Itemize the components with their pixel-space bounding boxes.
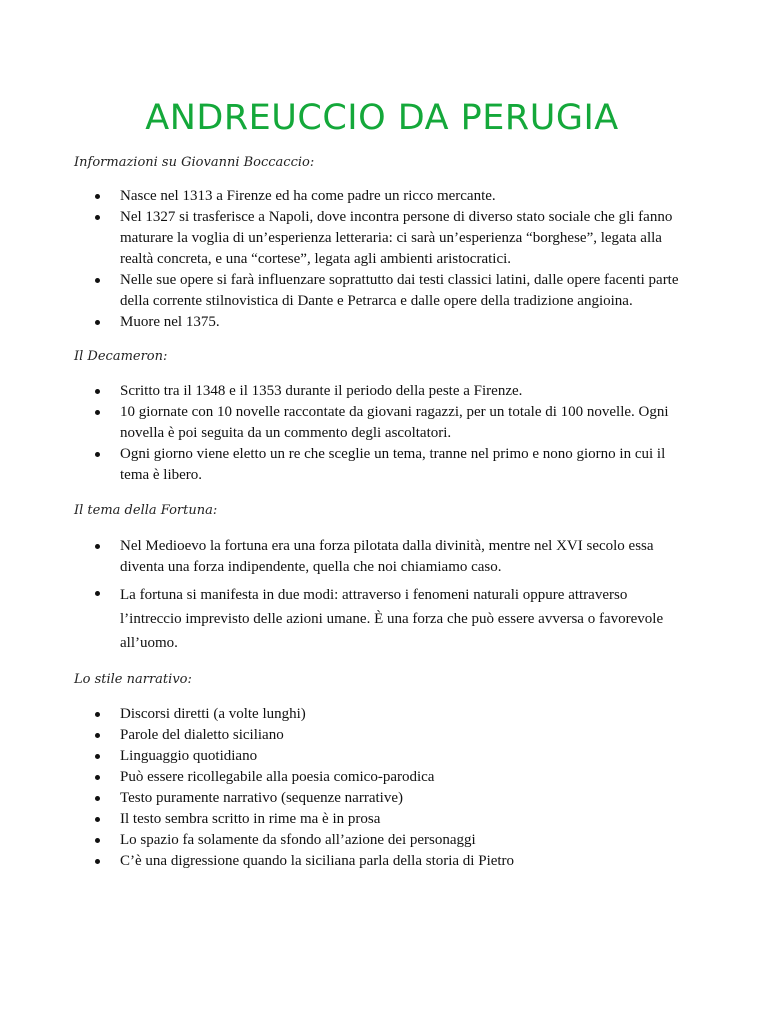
bullet-list-fortuna <box>74 536 690 655</box>
list-item: Nel Medioevo la fortuna era una forza pilotata dalla divinità, mentre nel XVI secolo essa diventa una forza indipendente, quella che noi chiamiamo caso. <box>120 536 690 578</box>
list-item: 10 giornate con 10 novelle raccontate da giovani ragazzi, per un totale di 100 novelle. Ogni novella è poi seguita da un commento degli ascoltatori. <box>120 402 690 444</box>
section-heading-boccaccio: Informazioni su Giovanni Boccaccio: <box>74 155 315 170</box>
list-item: La fortuna si manifesta in due modi: attraverso i fenomeni naturali oppure attraverso l’intreccio imprevisto delle azioni umane. È una forza che può essere avversa o favorevole all’uomo. <box>120 583 690 655</box>
bullet-list-decameron <box>74 381 690 486</box>
list-item: Discorsi diretti (a volte lunghi) <box>120 704 690 725</box>
document-title: ANDREUCCIO DA PERUGIA <box>145 98 619 138</box>
bullet-list-boccaccio <box>74 186 690 333</box>
list-item: Linguaggio quotidiano <box>120 746 690 767</box>
list-item: Ogni giorno viene eletto un re che sceglie un tema, tranne nel primo e nono giorno in cui il tema è libero. <box>120 444 690 486</box>
bullet-list-stile <box>74 704 690 872</box>
list-item: Il testo sembra scritto in rime ma è in prosa <box>120 809 690 830</box>
list-item: Testo puramente narrativo (sequenze narrative) <box>120 788 690 809</box>
section-heading-fortuna: Il tema della Fortuna: <box>74 503 218 518</box>
list-item: Muore nel 1375. <box>120 312 690 333</box>
list-item: Nelle sue opere si farà influenzare soprattutto dai testi classici latini, dalle opere facenti parte della corrente stilnovistica di Dante e Petrarca e dalle opere della tradizione angioina. <box>120 270 690 312</box>
list-item: Nasce nel 1313 a Firenze ed ha come padre un ricco mercante. <box>120 186 690 207</box>
list-item: Parole del dialetto siciliano <box>120 725 690 746</box>
section-heading-stile: Lo stile narrativo: <box>74 672 192 687</box>
list-item: Nel 1327 si trasferisce a Napoli, dove incontra persone di diverso stato sociale che gli fanno maturare la voglia di un’esperienza letteraria: ci sarà un’esperienza “borghese”, legata alla realtà concreta, e una “cortese”, legata agli ambienti aristocratici. <box>120 207 690 270</box>
list-item: C’è una digressione quando la siciliana parla della storia di Pietro <box>120 851 690 872</box>
list-item: Scritto tra il 1348 e il 1353 durante il periodo della peste a Firenze. <box>120 381 690 402</box>
section-heading-decameron: Il Decameron: <box>74 349 168 364</box>
list-item: Lo spazio fa solamente da sfondo all’azione dei personaggi <box>120 830 690 851</box>
list-item: Può essere ricollegabile alla poesia comico-parodica <box>120 767 690 788</box>
